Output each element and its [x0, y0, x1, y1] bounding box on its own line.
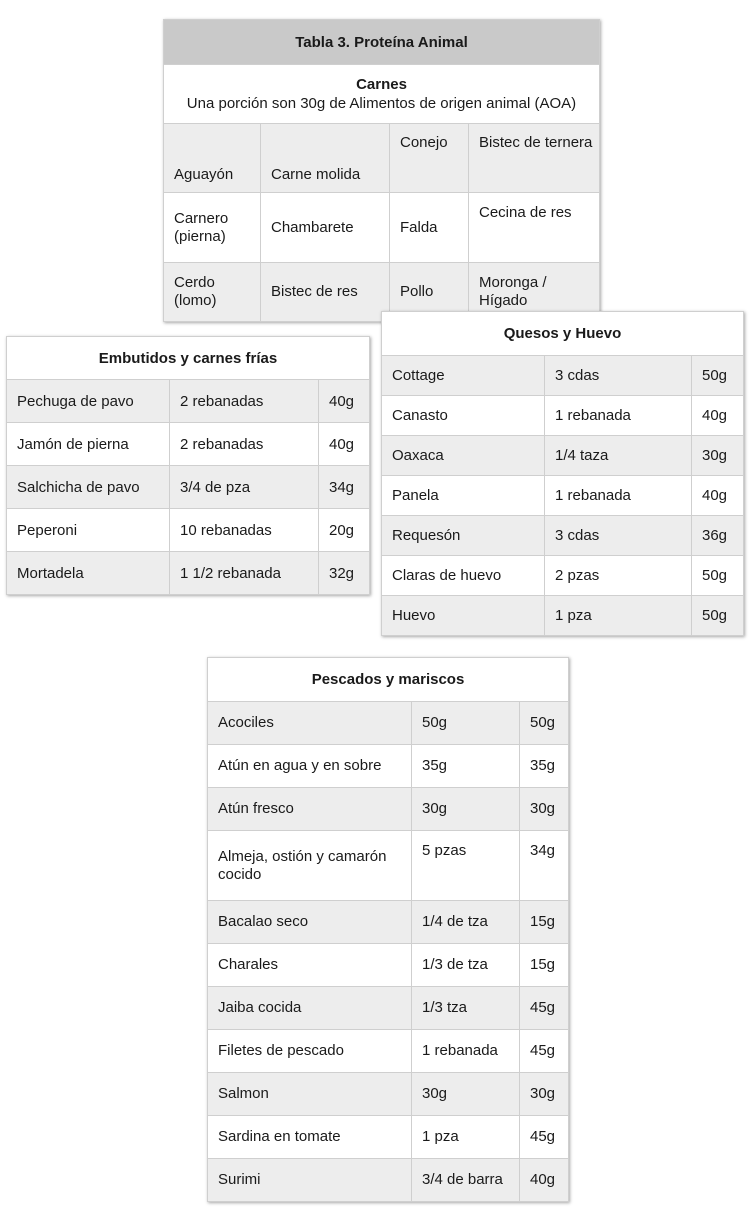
- table-title: Quesos y Huevo: [382, 312, 744, 356]
- carnes-header: [164, 65, 600, 124]
- table-cell: 1 rebanada: [545, 396, 692, 436]
- table-row: [7, 423, 370, 466]
- table-cell: Aguayón: [164, 124, 261, 193]
- table-cell: Cecina de res: [469, 193, 600, 263]
- table-cell: 1/4 de tza: [412, 901, 520, 944]
- table-cell: Atún fresco: [208, 788, 412, 831]
- table-cell: Pollo: [390, 263, 469, 322]
- table-row: [208, 1116, 569, 1159]
- table-row: [208, 702, 569, 745]
- table-cell: 40g: [319, 423, 370, 466]
- table-cell: Sardina en tomate: [208, 1116, 412, 1159]
- table-cell: 36g: [692, 516, 744, 556]
- table-row: [7, 552, 370, 595]
- table-cell: 50g: [692, 596, 744, 636]
- table-cell: Charales: [208, 944, 412, 987]
- table-cell: 2 pzas: [545, 556, 692, 596]
- table-cell: 50g: [412, 702, 520, 745]
- table-cell: 1 rebanada: [545, 476, 692, 516]
- table-cell: Salmon: [208, 1073, 412, 1116]
- table-cell: Bistec de res: [261, 263, 390, 322]
- table-cell: 45g: [520, 987, 569, 1030]
- table-cell: 1 1/2 rebanada: [170, 552, 319, 595]
- table-cell: 1 pza: [545, 596, 692, 636]
- table-cell: 1/4 taza: [545, 436, 692, 476]
- table-cell: 3 cdas: [545, 516, 692, 556]
- table-row: [208, 745, 569, 788]
- table-cell: Salchicha de pavo: [7, 466, 170, 509]
- table-row: [382, 436, 744, 476]
- table-cell: Oaxaca: [382, 436, 545, 476]
- table-cell: Bistec de ternera: [469, 124, 600, 193]
- table-cell: Almeja, ostión y camarón cocido: [208, 831, 412, 901]
- table-cell: Bacalao seco: [208, 901, 412, 944]
- table-cell: Moronga / Hígado: [469, 263, 600, 322]
- table-cell: 15g: [520, 944, 569, 987]
- table-cell: 1 rebanada: [412, 1030, 520, 1073]
- table-row: [7, 466, 370, 509]
- table-row: [382, 516, 744, 556]
- table-cell: 40g: [692, 396, 744, 436]
- table-cell: Huevo: [382, 596, 545, 636]
- table-title: Pescados y mariscos: [208, 658, 569, 702]
- table-cell: Atún en agua y en sobre: [208, 745, 412, 788]
- table-title: Tabla 3. Proteína Animal: [164, 20, 600, 65]
- pescados-table: [207, 657, 569, 1202]
- table-cell: 40g: [692, 476, 744, 516]
- table-cell: 45g: [520, 1030, 569, 1073]
- table-cell: 2 rebanadas: [170, 423, 319, 466]
- table-cell: Carnero (pierna): [164, 193, 261, 263]
- table-cell: 50g: [692, 556, 744, 596]
- table-cell: Mortadela: [7, 552, 170, 595]
- table-cell: 35g: [412, 745, 520, 788]
- table-row: [7, 509, 370, 552]
- table-cell: 3/4 de barra: [412, 1159, 520, 1202]
- carnes-table: [163, 19, 600, 322]
- table-cell: 1/3 tza: [412, 987, 520, 1030]
- table-row: [208, 987, 569, 1030]
- table-row: [208, 944, 569, 987]
- table-cell: Claras de huevo: [382, 556, 545, 596]
- table-cell: Canasto: [382, 396, 545, 436]
- table-cell: Panela: [382, 476, 545, 516]
- table-row: [7, 380, 370, 423]
- table-cell: 1/3 de tza: [412, 944, 520, 987]
- table-cell: Requesón: [382, 516, 545, 556]
- table-cell: Acociles: [208, 702, 412, 745]
- table-cell: 30g: [520, 788, 569, 831]
- table-row: [208, 1073, 569, 1116]
- table-cell: 32g: [319, 552, 370, 595]
- table-cell: Jamón de pierna: [7, 423, 170, 466]
- table-row: [208, 831, 569, 901]
- portion-note: Una porción son 30g de Alimentos de origen animal (AOA): [186, 95, 577, 112]
- table-row: [382, 556, 744, 596]
- table-cell: 30g: [692, 436, 744, 476]
- table-title: Embutidos y carnes frías: [7, 337, 370, 380]
- table-cell: 50g: [692, 356, 744, 396]
- table-row: [382, 356, 744, 396]
- table-cell: 5 pzas: [412, 831, 520, 901]
- table-cell: Falda: [390, 193, 469, 263]
- table-cell: 45g: [520, 1116, 569, 1159]
- table-cell: Surimi: [208, 1159, 412, 1202]
- table-cell: 40g: [520, 1159, 569, 1202]
- table-cell: 3/4 de pza: [170, 466, 319, 509]
- table-cell: 20g: [319, 509, 370, 552]
- table-row: [382, 396, 744, 436]
- table-row: [382, 476, 744, 516]
- table-row: [208, 901, 569, 944]
- table-cell: 3 cdas: [545, 356, 692, 396]
- embutidos-table: [6, 336, 370, 595]
- table-cell: 50g: [520, 702, 569, 745]
- section-title: Carnes: [356, 76, 407, 93]
- table-cell: Conejo: [390, 124, 469, 193]
- table-row: [208, 1030, 569, 1073]
- table-cell: 34g: [319, 466, 370, 509]
- table-cell: 2 rebanadas: [170, 380, 319, 423]
- table-cell: Pechuga de pavo: [7, 380, 170, 423]
- table-cell: 30g: [412, 1073, 520, 1116]
- table-row: [164, 193, 600, 263]
- table-cell: Chambarete: [261, 193, 390, 263]
- table-cell: 30g: [520, 1073, 569, 1116]
- quesos-table: [381, 311, 744, 636]
- table-cell: Carne molida: [261, 124, 390, 193]
- table-row: [208, 1159, 569, 1202]
- table-cell: 10 rebanadas: [170, 509, 319, 552]
- table-cell: 15g: [520, 901, 569, 944]
- table-row: [164, 124, 600, 193]
- table-cell: 35g: [520, 745, 569, 788]
- table-cell: 34g: [520, 831, 569, 901]
- table-cell: Jaiba cocida: [208, 987, 412, 1030]
- table-cell: Cerdo (lomo): [164, 263, 261, 322]
- table-row: [208, 788, 569, 831]
- table-cell: 30g: [412, 788, 520, 831]
- table-cell: 1 pza: [412, 1116, 520, 1159]
- table-row: [382, 596, 744, 636]
- table-cell: Cottage: [382, 356, 545, 396]
- table-cell: Filetes de pescado: [208, 1030, 412, 1073]
- table-cell: Peperoni: [7, 509, 170, 552]
- table-cell: 40g: [319, 380, 370, 423]
